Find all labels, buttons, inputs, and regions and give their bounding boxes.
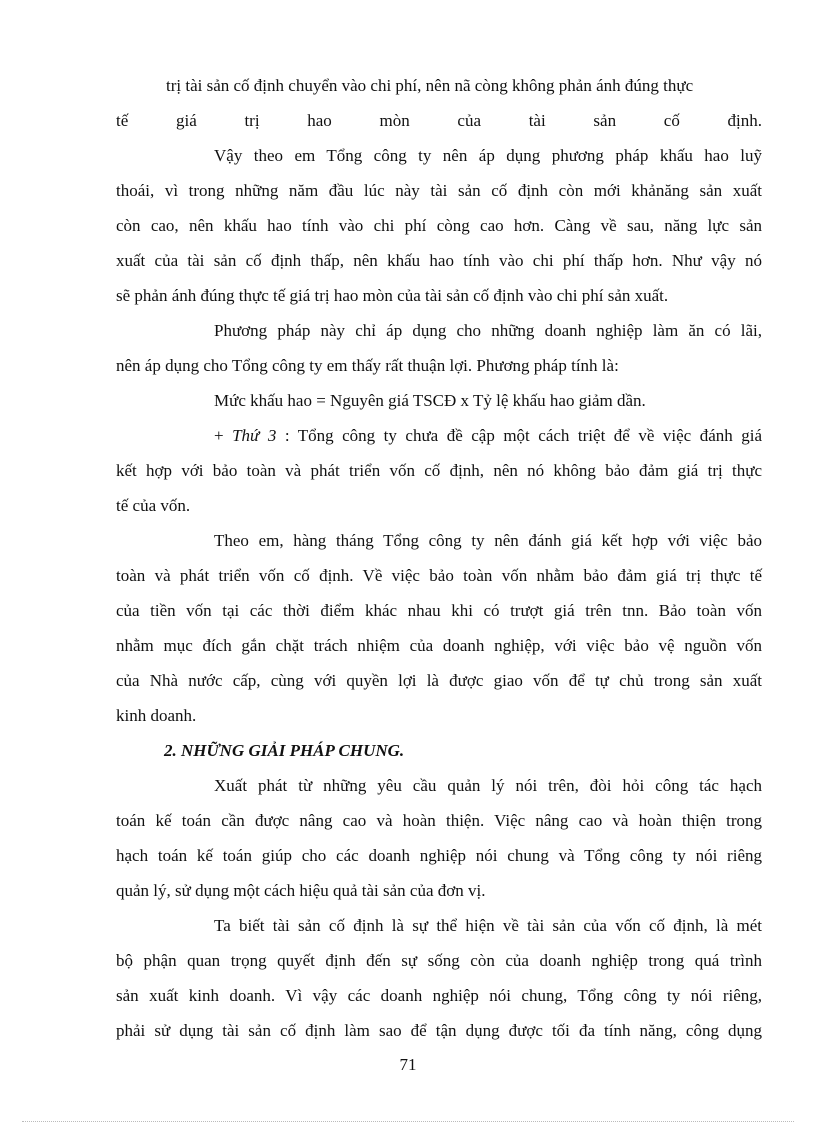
text-line: tế của vốn. bbox=[116, 496, 191, 515]
text-line: Ta biết tài sản cố định là sự thể hiện về tài sản của vốn cố định, là mét bbox=[214, 916, 762, 935]
text-line: bộ phận quan trọng quyết định đến sự sống còn của doanh nghiệp trong quá trình bbox=[116, 951, 762, 970]
list-prefix: + bbox=[214, 426, 233, 445]
text-line: toàn và phát triển vốn cố định. Về việc bảo toàn vốn nhằm bảo đảm giá trị thực tế bbox=[116, 566, 762, 585]
text-line: toán kế toán cần được nâng cao và hoàn thiện. Việc nâng cao và hoàn thiện trong bbox=[116, 811, 762, 830]
text-line bbox=[214, 426, 762, 446]
text-line: thoái, vì trong những năm đầu lúc này tài sản cố định còn mới khảnăng sản xuất bbox=[116, 181, 762, 200]
section-heading: 2. NHỮNG GIẢI PHÁP CHUNG. bbox=[164, 741, 405, 760]
text-line: của Nhà nước cấp, cùng với quyền lợi là được giao vốn để tự chủ trong sản xuất bbox=[116, 671, 762, 690]
text-line: hạch toán kế toán giúp cho các doanh nghiệp nói chung và Tổng công ty nói riêng bbox=[116, 846, 762, 865]
text-line: Phương pháp này chỉ áp dụng cho những doanh nghiệp làm ăn có lãi, bbox=[214, 321, 762, 340]
text-line: kết hợp với bảo toàn và phát triển vốn cố định, nên nó không bảo đảm giá trị thực bbox=[116, 461, 762, 480]
text-line: quản lý, sử dụng một cách hiệu quả tài sản của đơn vị. bbox=[116, 881, 486, 900]
page-number: 71 bbox=[399, 1055, 417, 1074]
text-line: của tiền vốn tại các thời điểm khác nhau khi có trượt giá trên tnn. Bảo toàn vốn bbox=[116, 601, 762, 620]
item-label: Thứ 3 bbox=[232, 426, 277, 445]
text-line: Xuất phát từ những yêu cầu quản lý nói trên, đòi hỏi công tác hạch bbox=[214, 776, 762, 795]
text-line: trị tài sản cố định chuyển vào chi phí, nên nã còng không phản ánh đúng thực bbox=[166, 76, 694, 95]
text-line: Vậy theo em Tổng công ty nên áp dụng phương pháp khấu hao luỹ bbox=[214, 146, 762, 165]
text-line: Theo em, hàng tháng Tổng công ty nên đánh giá kết hợp với việc bảo bbox=[214, 531, 762, 550]
text-line: kinh doanh. bbox=[116, 706, 197, 725]
item-text: : Tổng công ty chưa đề cập một cách triệt để về việc đánh giá bbox=[276, 426, 763, 445]
page-bottom-rule bbox=[22, 1121, 794, 1122]
text-line: nhằm mục đích gắn chặt trách nhiệm của doanh nghiệp, với việc bảo vệ nguồn vốn bbox=[116, 636, 762, 655]
text-line: xuất của tài sản cố định thấp, nên khấu hao tính vào chi phí thấp hơn. Như vậy nó bbox=[116, 251, 762, 270]
text-line: nên áp dụng cho Tổng công ty em thấy rất thuận lợi. Phương pháp tính là: bbox=[116, 356, 619, 375]
text-line: còn cao, nên khấu hao tính vào chi phí còng cao hơn. Càng về sau, năng lực sản bbox=[116, 216, 762, 235]
text-line: sẽ phản ánh đúng thực tế giá trị hao mòn của tài sản cố định vào chi phí sản xuất. bbox=[116, 286, 669, 305]
formula-line: Mức khấu hao = Nguyên giá TSCĐ x Tỷ lệ khấu hao giảm dần. bbox=[214, 391, 646, 410]
text-line: phải sử dụng tài sản cố định làm sao để tận dụng được tối đa tính năng, công dụng bbox=[116, 1021, 762, 1040]
text-line: tế giá trị hao mòn của tài sản cố định. bbox=[116, 111, 762, 130]
text-line: sản xuất kinh doanh. Vì vậy các doanh nghiệp nói chung, Tổng công ty nói riêng, bbox=[116, 986, 762, 1005]
